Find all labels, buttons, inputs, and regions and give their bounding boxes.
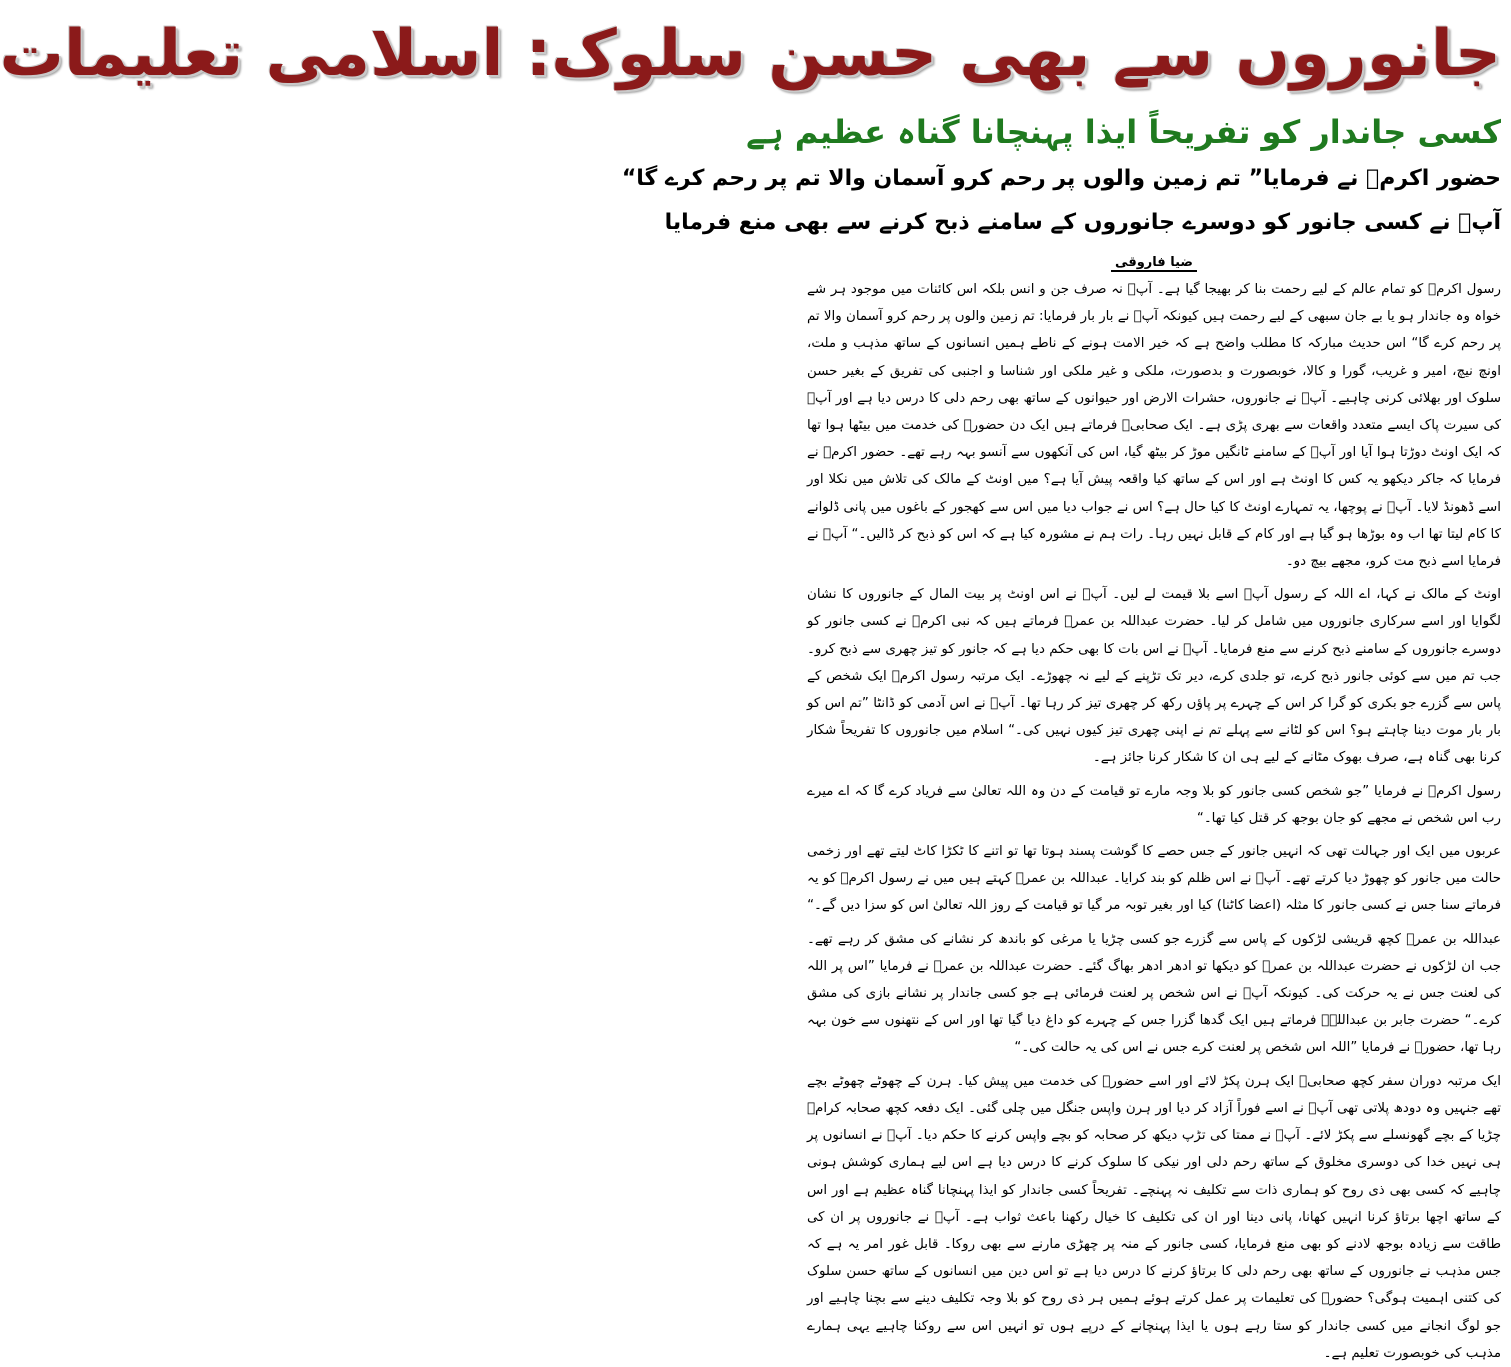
paragraph-6: ایک مرتبہ دوران سفر کچھ صحابیؓ ایک ہرن پکڑ لائے اور اسے حضورؐ کی خدمت میں پیش کیا۔ ہرن کے چھوٹے چھوٹے بچے تھے جنہیں وہ دودھ پلاتی تھی آپؐ نے اسے فوراً آزاد کر دیا اور ہرن واپس جنگل میں چلی گئی۔ ایک دفعہ کچھ صحابہ کرامؓ چڑیا کے بچے گھونسلے سے پکڑ لائے۔ آپؐ نے ممتا کی تڑپ دیکھ کر صحابہ کو بچے واپس کرنے کا حکم دیا۔ آپؐ نے انسانوں پر ہی نہیں خدا کی دوسری مخلوق کے ساتھ رحم دلی اور نیکی کا سلوک کرنے کا درس دیا ہے اس لیے ہماری کوشش ہونی چاہیے کہ کسی بھی ذی روح کو ہماری ذات سے تکلیف نہ پہنچے۔ تفریحاً کسی جاندار کو ایذا پہنچانا گناہ عظیم ہے اور اس کے ساتھ اچھا برتاؤ کرنا انہیں کھانا، پانی دینا اور ان کی تکلیف کا خیال رکھنا باعث ثواب ہے۔ آپؐ نے جانوروں پر ان کی طاقت سے زیادہ بوجھ لادنے کو بھی منع فرمایا، کسی جانور کے منہ پر چھڑی مارنے سے بھی روکا۔ قابل غور امر یہ ہے کہ جس مذہب نے جانوروں کے ساتھ بھی رحم دلی کا برتاؤ کرنے کا درس دیا ہے تو اس دین میں انسانوں کے ساتھ حسن سلوک کی کتنی اہمیت ہوگی؟ حضورؐ کی تعلیمات پر عمل کرتے ہوئے ہمیں ہر ذی روح کو بلا وجہ تکلیف دینے سے بچنا چاہیے اور جو لوگ انجانے میں کسی جاندار کو ستا رہے ہوں یا ایذا پہنچانے کے درپے ہوں تو انہیں اس سے روکنا چاہیے یہی ہمارے مذہب کی خوبصورت تعلیم ہے۔ <box>807 1073 1501 1361</box>
paragraph-3: رسول اکرمؐ نے فرمایا ”جو شخص کسی جانور کو بلا وجہ مارے تو قیامت کے دن وہ اللہ تعالیٰ سے فریاد کرے گا کہ اے میرے رب اس شخص نے مجھے کو جان بوجھ کر قتل کیا تھا۔“ <box>807 783 1501 826</box>
paragraph-2: اونٹ کے مالک نے کہا، اے اللہ کے رسول آپؐ اسے بلا قیمت لے لیں۔ آپؐ نے اس اونٹ پر بیت المال کے جانوروں کا نشان لگوایا اور اسے سرکاری جانوروں میں شامل کر لیا۔ حضرت عبداللہ بن عمرؓ فرماتے ہیں کہ نبی اکرمؐ نے کسی جانور کو دوسرے جانوروں کے سامنے ذبح کرنے سے منع فرمایا۔ آپؐ نے اس بات کا بھی حکم دیا ہے کہ جانور کو تیز چھری سے ذبح کرو۔ جب تم میں سے کوئی جانور ذبح کرے، تو جلدی کرے، دیر تک تڑپنے کے لیے نہ چھوڑے۔ ایک مرتبہ رسول اکرمؐ ایک شخص کے پاس سے گزرے جو بکری کو گرا کر اس کے چہرے پر پاؤں رکھ کر چھری تیز کر رہا تھا۔ آپؐ نے اس آدمی کو ڈانٹا ”تم اس کو بار بار موت دینا چاہتے ہو؟ اس کو لٹانے سے پہلے تم نے اپنی چھری تیز کیوں نہیں کی۔“ اسلام میں جانوروں کا تفریحاً شکار کرنا بھی گناہ ہے، صرف بھوک مٹانے کے لیے ہی ان کا شکار کرنا جائز ہے۔ <box>807 587 1501 766</box>
prohibition-line: آپؐ نے کسی جانور کو دوسرے جانوروں کے سامنے ذبح کرنے سے بھی منع فرمایا <box>664 210 1501 235</box>
paragraph-5: عبداللہ بن عمرؓ کچھ قریشی لڑکوں کے پاس سے گزرے جو کسی چڑیا یا مرغی کو باندھ کر نشانے کی مشق کر رہے تھے۔ جب ان لڑکوں نے حضرت عبداللہ بن عمرؓ کو دیکھا تو ادھر ادھر بھاگ گئے۔ حضرت عبداللہ بن عمرؓ نے فرمایا ”اس پر اللہ کی لعنت جس نے یہ حرکت کی۔ کیونکہ آپؐ نے اس شخص پر لعنت فرمائی ہے جو کسی جاندار پر نشانے بازی کی مشق کرے۔“ حضرت جابر بن عبداللہؓ فرماتے ہیں ایک گدھا گزرا جس کے چہرے کو داغ دیا گیا تھا اور اس کے نتھنوں سے خون بہہ رہا تھا، حضورؐ نے فرمایا ”اللہ اس شخص پر لعنت کرے جس نے اس کی یہ حالت کی۔“ <box>807 931 1501 1056</box>
paragraph-4: عربوں میں ایک اور جہالت تھی کہ انہیں جانور کے جس حصے کا گوشت پسند ہوتا تھا تو اتنے کا ٹکڑا کاٹ لیتے تھے اور زخمی حالت میں جانور کو چھوڑ دیا کرتے تھے۔ آپؐ نے اس ظلم کو بند کرایا۔ عبداللہ بن عمرؓ کہتے ہیں میں نے رسول اکرمؐ کو یہ فرماتے سنا جس نے کسی جانور کا مثلہ (اعضا کاٹنا) کیا اور بغیر توبہ مر گیا تو قیامت کے روز اللہ تعالیٰ اس کو سزا دیں گے۔“ <box>807 844 1501 914</box>
article-body <box>807 276 1501 1367</box>
page-title: جانوروں سے بھی حسن سلوک: اسلامی تعلیمات <box>0 17 1501 91</box>
hadith-quote-line: حضور اکرمؐ نے فرمایا” تم زمین والوں پر رحم کرو آسمان والا تم پر رحم کرے گا“ <box>621 166 1501 191</box>
author-byline <box>807 250 1501 276</box>
paragraph-1: رسول اکرمؐ کو تمام عالم کے لیے رحمت بنا کر بھیجا گیا ہے۔ آپؐ نہ صرف جن و انس بلکہ اس کائنات میں موجود ہر شے خواہ وہ جاندار ہو یا بے جان سبھی کے لیے رحمت ہیں کیونکہ آپؐ نے بار بار فرمایا: تم زمین والوں پر رحم کرو آسمان والا تم پر رحم کرے گا“ اس حدیث مبارکہ کا مطلب واضح ہے کہ خیر الامت ہونے کے ناطے ہمیں انسانوں کے ساتھ مذہب و ملت، اونچ نیچ، امیر و غریب، گورا و کالا، خوبصورت و بدصورت، ملکی و غیر ملکی اور شناسا و اجنبی کی تفریق کے بغیر حسن سلوک اور بھلائی کرنی چاہیے۔ آپؐ نے جانوروں، حشرات الارض اور حیوانوں کے ساتھ بھی رحم دلی کا درس دیا ہے اور آپؐ کی سیرت پاک ایسے متعدد واقعات سے بھری پڑی ہے۔ ایک صحابیؓ فرماتے ہیں ایک دن حضورؐ کی خدمت میں بیٹھا ہوا تھا کہ ایک اونٹ دوڑتا ہوا آیا اور آپؐ کے سامنے ٹانگیں موڑ کر بیٹھ گیا، اس کی آنکھوں سے آنسو بہہ رہے تھے۔ حضور اکرمؐ نے فرمایا کہ جاکر دیکھو یہ کس کا اونٹ ہے اور اس کے ساتھ کیا واقعہ پیش آیا ہے؟ میں اونٹ کے مالک کی تلاش میں نکلا اور اسے ڈھونڈ لایا۔ آپؐ نے پوچھا، یہ تمہارے اونٹ کا کیا حال ہے؟ اس نے جواب دیا میں اس سے کھجور کے باغوں میں پانی ڈلوانے کا کام لیتا تھا اب وہ بوڑھا ہو گیا ہے اور کام کے قابل نہیں رہا۔ رات ہم نے مشورہ کیا ہے کہ اس کو ذبح کر ڈالیں۔“ آپؐ نے فرمایا اسے ذبح مت کرو، مجھے بیچ دو۔ <box>807 282 1501 570</box>
author-name: ضیا فاروقی <box>1111 255 1197 272</box>
green-subtitle: کسی جاندار کو تفریحاً ایذا پہنچانا گناہ عظیم ہے <box>746 113 1501 151</box>
